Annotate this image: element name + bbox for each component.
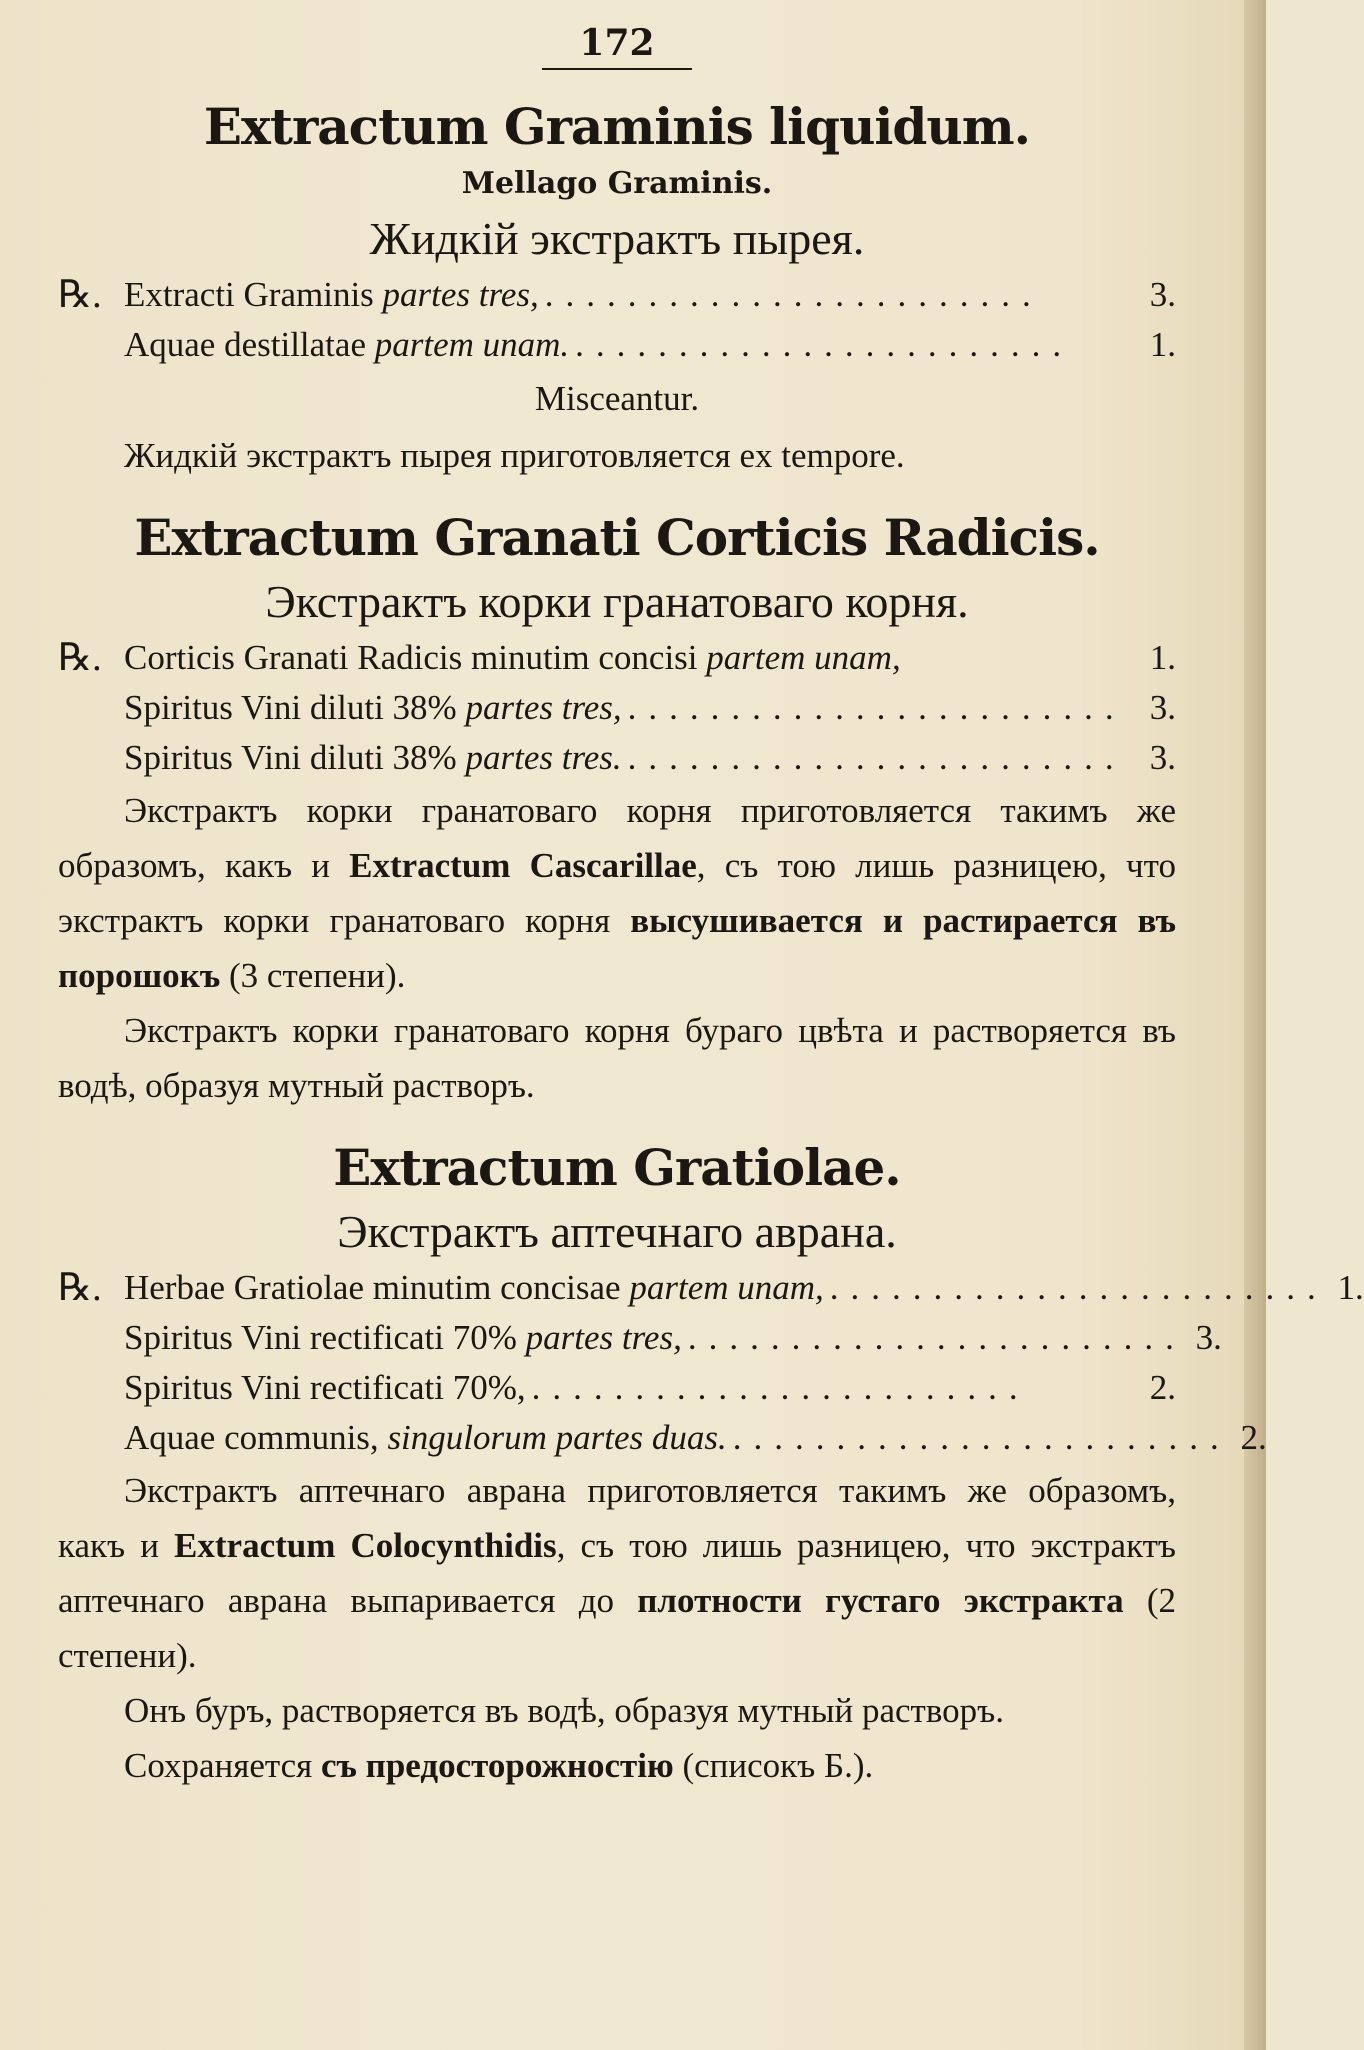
recipe-line — [58, 733, 1176, 783]
amount: 2. — [1149, 1368, 1176, 1407]
paragraph: Экстрактъ корки гранатоваго корня бураго цвѣта и растворяется въ водѣ, образуя мутный растворъ. — [58, 1011, 1176, 1105]
ingredient: Spiritus Vini rectificati 70% partes tres, — [124, 1318, 682, 1357]
amount: 3. — [1195, 1318, 1222, 1357]
leader-dots: ........................ — [575, 325, 1074, 364]
ingredient: Spiritus Vini diluti 38% partes tres, — [124, 688, 622, 727]
ingredient: Herbae Gratiolae minutim concisae partem unam, — [124, 1268, 824, 1307]
leader-dots: ........................ — [544, 275, 1043, 314]
paragraph: Жидкій экстрактъ пырея приготовляется ex tempore. — [124, 436, 905, 475]
page-spine — [1244, 0, 1266, 2050]
recipe-symbol: ℞. — [58, 1267, 102, 1309]
recipe-line — [58, 1413, 1267, 1463]
section-title: Extractum Gratiolae. — [333, 1138, 901, 1197]
amount: 3. — [1149, 738, 1176, 777]
section-russian-title: Жидкій экстрактъ пырея. — [369, 213, 865, 264]
leader-dots: ........................ — [687, 1318, 1186, 1357]
leader-dots: ........................ — [829, 1268, 1328, 1307]
amount: 1. — [1149, 325, 1176, 364]
amount: 1. — [1337, 1268, 1364, 1307]
section-subtitle: Mellago Graminis. — [461, 166, 773, 201]
recipe-line — [58, 1263, 1364, 1313]
section-title: Extractum Graminis liquidum. — [203, 97, 1031, 156]
recipe-line — [58, 320, 1176, 370]
paragraph: Онъ буръ, растворяется въ водѣ, образуя мутный растворъ. — [124, 1691, 1004, 1730]
paragraph: Экстрактъ корки гранатоваго корня приготовляется такимъ же образомъ, какъ и Extractum Cascarillae, съ тою лишь разницею, что экстрактъ корки гранатоваго корня высушивается и растирается въ порошокъ (3 степени). — [58, 791, 1176, 995]
ingredient: Spiritus Vini diluti 38% partes tres. — [124, 738, 622, 777]
ingredient: Corticis Granati Radicis minutim concisi partem unam, — [124, 638, 901, 677]
amount: 1. — [1149, 638, 1176, 677]
section-title: Extractum Granati Corticis Radicis. — [134, 508, 1100, 567]
recipe-line — [58, 1363, 1176, 1413]
paragraph: Сохраняется съ предосторожностію (списокъ Б.). — [124, 1746, 874, 1785]
amount: 3. — [1149, 275, 1176, 314]
amount: 2. — [1240, 1418, 1267, 1457]
recipe-line — [58, 633, 1176, 683]
ingredient: Aquae communis, singulorum partes duas. — [124, 1418, 727, 1457]
page-number: 172 — [542, 22, 692, 70]
paragraph: Экстрактъ аптечнаго аврана приготовляется такимъ же образомъ, какъ и Extractum Colocynthidis, съ тою лишь разницею, что экстрактъ аптечнаго аврана выпаривается до плотности густаго экстракта (2 степени). — [58, 1471, 1177, 1675]
section-graminis — [58, 94, 1176, 483]
leader-dots: ........................ — [732, 1418, 1231, 1457]
recipe-symbol: ℞. — [58, 274, 102, 316]
recipe-line — [58, 270, 1176, 320]
leader-dots: ........................ — [627, 688, 1126, 727]
amount: 3. — [1149, 688, 1176, 727]
recipe-line — [58, 1313, 1222, 1363]
leader-dots: ........................ — [531, 1368, 1030, 1407]
section-russian-title: Экстрактъ корки гранатоваго корня. — [265, 576, 969, 627]
misceantur-line: Misceantur. — [534, 379, 700, 418]
section-gratiolae — [58, 1135, 1364, 1793]
ingredient: Spiritus Vini rectificati 70%, — [124, 1368, 526, 1407]
section-russian-title: Экстрактъ аптечнаго аврана. — [337, 1206, 897, 1257]
ingredient: Extracti Graminis partes tres, — [124, 275, 539, 314]
recipe-symbol: ℞. — [58, 637, 102, 679]
recipe-line — [58, 683, 1176, 733]
section-granati — [58, 505, 1176, 1113]
ingredient: Aquae destillatae partem unam. — [124, 325, 570, 364]
leader-dots: ........................ — [627, 738, 1126, 777]
